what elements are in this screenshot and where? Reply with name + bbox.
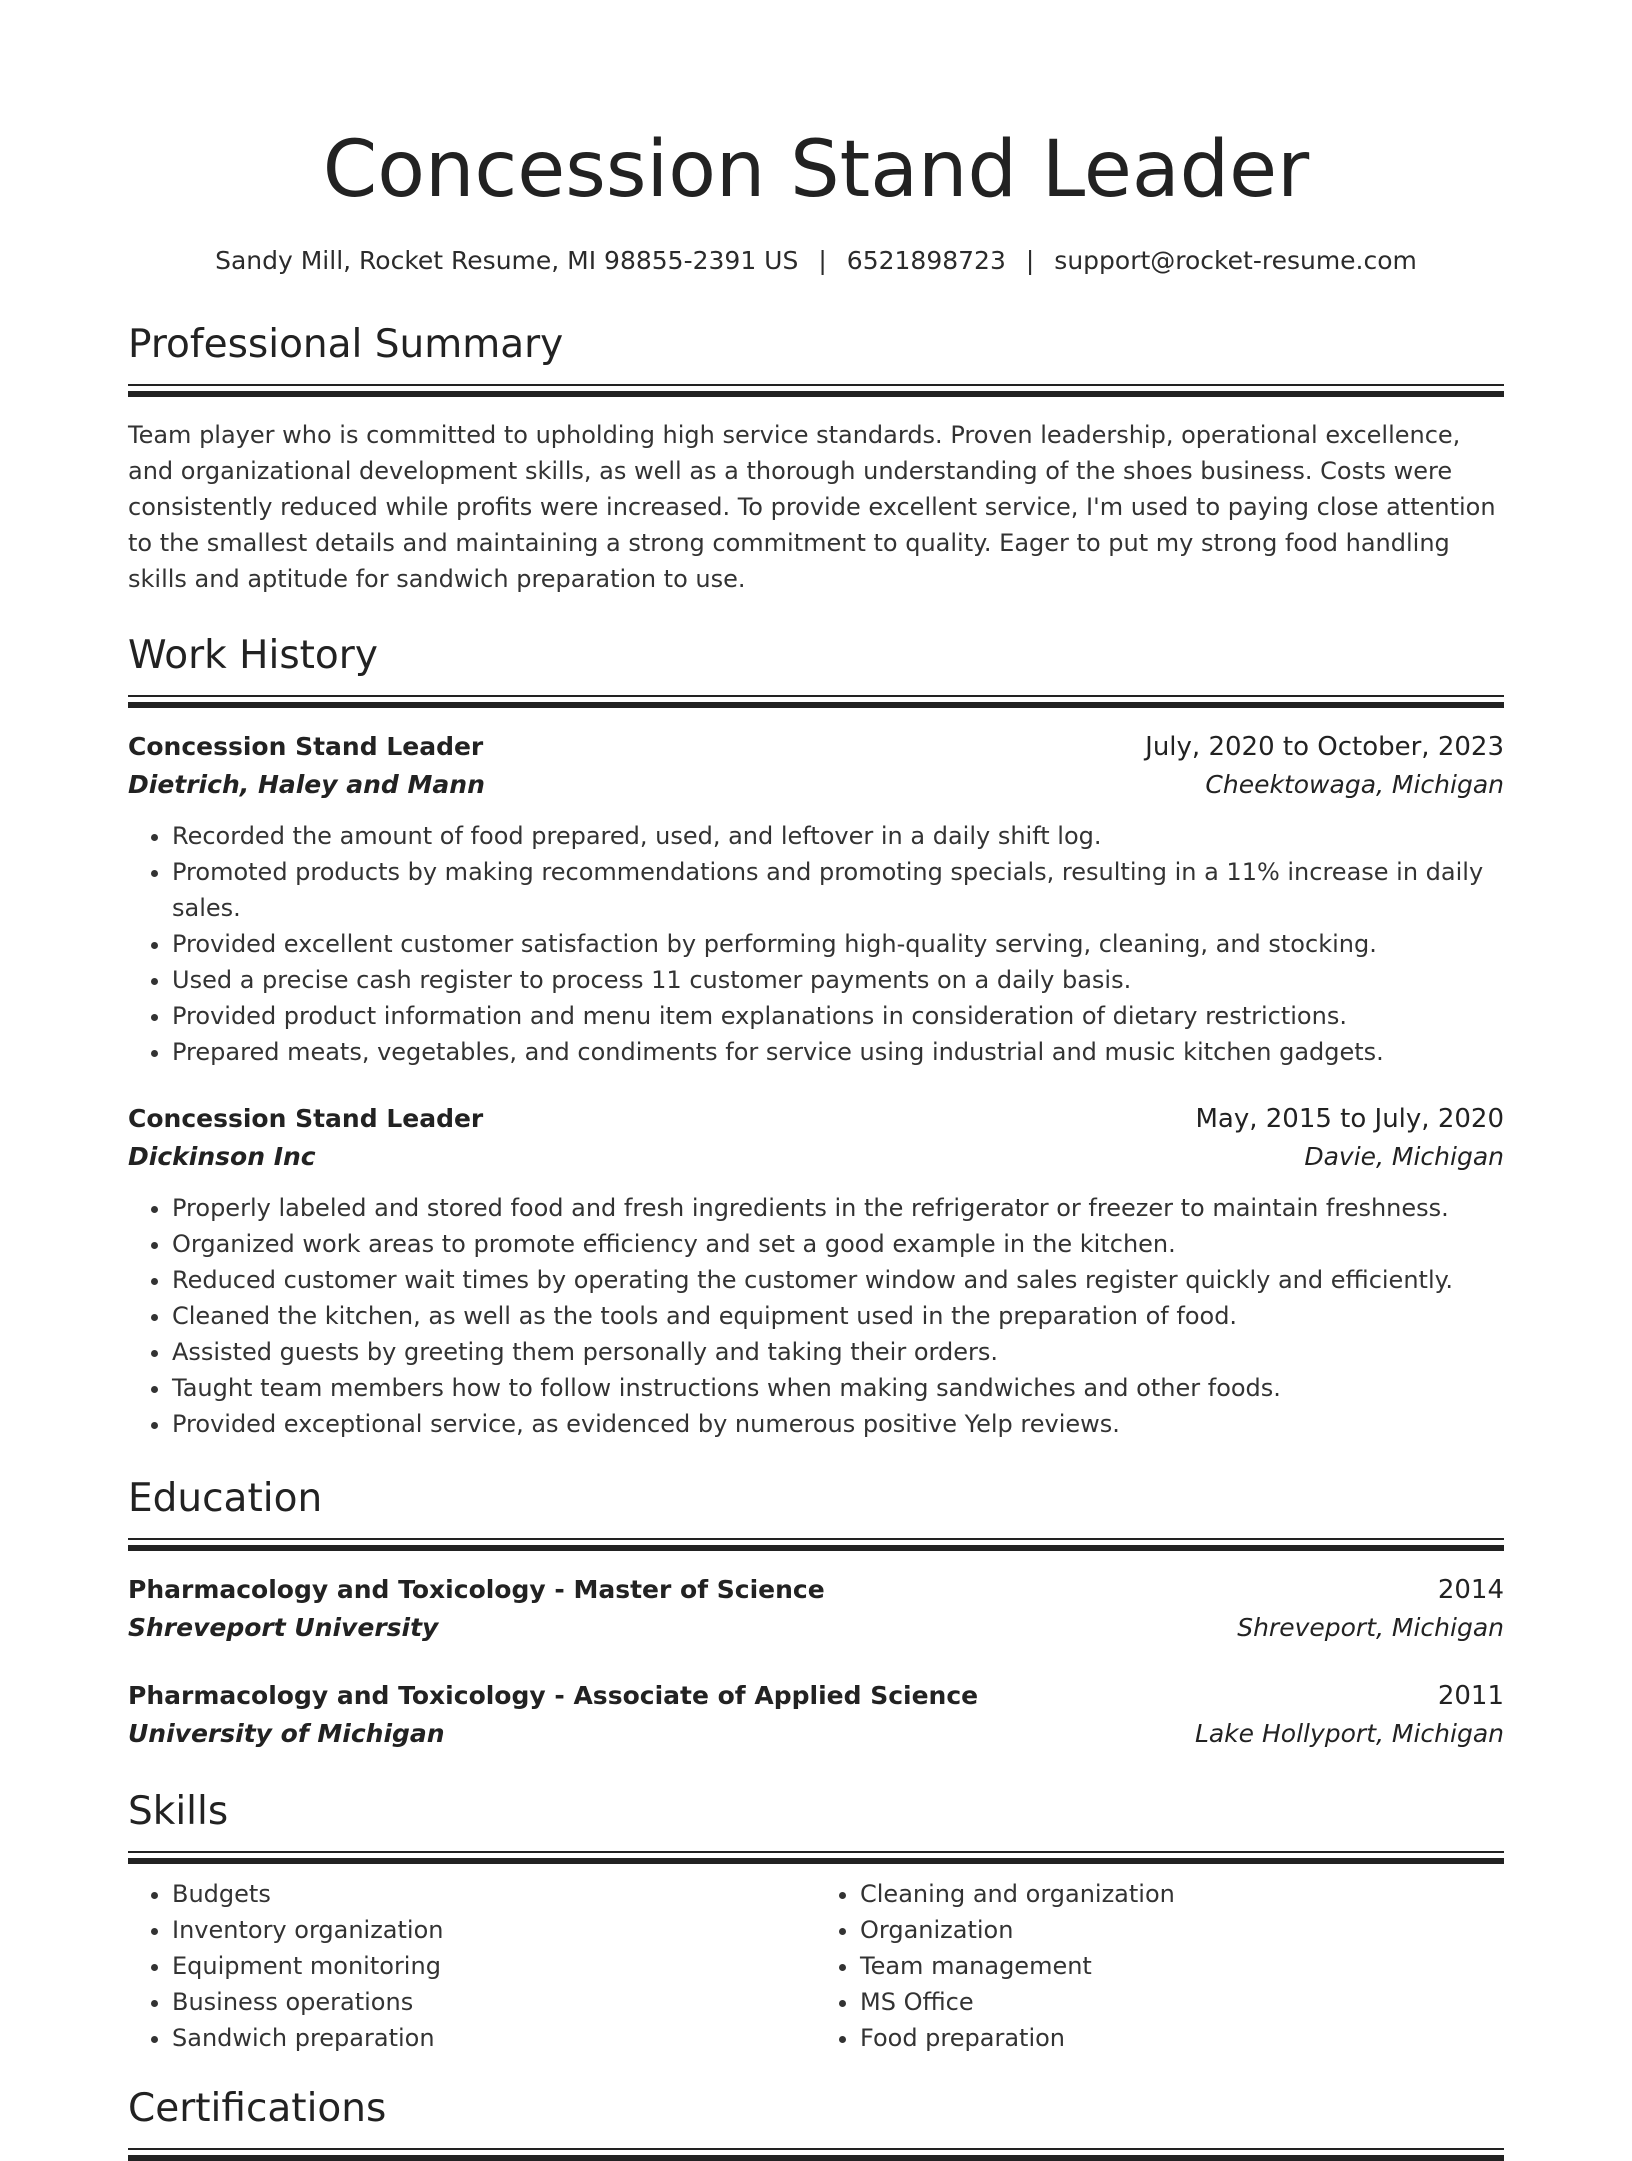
section-rule-thick xyxy=(128,1545,1504,1551)
job-header-row xyxy=(128,728,1504,766)
education-header-row xyxy=(128,1677,1504,1715)
skills-section xyxy=(128,1787,1504,2056)
skill-item: • Inventory organization xyxy=(172,1912,816,1948)
job-bullet: • Provided product information and menu item explanations in consideration of dietary restrictions. xyxy=(172,998,1504,1034)
job-entry xyxy=(128,728,1504,1070)
job-dates: July, 2020 to October, 2023 xyxy=(1145,732,1504,762)
job-location: Cheektowaga, Michigan xyxy=(1205,770,1504,799)
work-heading: Work History xyxy=(128,633,378,678)
job-bullet: • Promoted products by making recommendations and promoting specials, resulting in a 11% increase in daily sales. xyxy=(172,854,1504,926)
job-dates: May, 2015 to July, 2020 xyxy=(1195,1104,1504,1134)
job-bullet: • Recorded the amount of food prepared, used, and leftover in a daily shift log. xyxy=(172,818,1504,854)
job-company: Dickinson Inc xyxy=(128,1142,316,1171)
summary-heading: Professional Summary xyxy=(128,322,564,367)
section-rule-thin xyxy=(128,384,1504,386)
job-bullets xyxy=(128,818,1504,1070)
summary-text: Team player who is committed to upholding high service standards. Proven leadership, operational excellence, and organizational development skills, as well as a thorough understanding of the shoes business. Costs were consistently reduced while profits were increased. To provide excellent service, I'm used to paying close attention to the smallest details and maintaining a strong commitment to quality. Eager to put my strong food handling skills and aptitude for sandwich preparation to use. xyxy=(128,421,1496,593)
job-company-row xyxy=(128,766,1504,804)
contact-separator: | xyxy=(1025,246,1035,275)
job-location: Davie, Michigan xyxy=(1304,1142,1504,1171)
job-title: Concession Stand Leader xyxy=(128,732,484,761)
skills-columns xyxy=(128,1876,1504,2056)
education-location: Shreveport, Michigan xyxy=(1237,1613,1504,1642)
contact-line xyxy=(128,244,1504,278)
section-rule-thin xyxy=(128,1538,1504,1540)
education-entry xyxy=(128,1677,1504,1753)
job-bullet: • Taught team members how to follow instructions when making sandwiches and other foods. xyxy=(172,1370,1504,1406)
job-bullet: • Provided exceptional service, as evidenced by numerous positive Yelp reviews. xyxy=(172,1406,1504,1442)
job-company-row xyxy=(128,1138,1504,1176)
skill-item: • Cleaning and organization xyxy=(860,1876,1504,1912)
section-rule-thin xyxy=(128,2148,1504,2150)
education-year: 2014 xyxy=(1437,1575,1504,1605)
job-title: Concession Stand Leader xyxy=(128,1104,484,1133)
contact-separator: | xyxy=(818,246,827,275)
skill-item: • Budgets xyxy=(172,1876,816,1912)
education-school: Shreveport University xyxy=(128,1613,439,1642)
section-rule-thin xyxy=(128,1851,1504,1853)
skill-item: • Organization xyxy=(860,1912,1504,1948)
candidate-name: Concession Stand Leader xyxy=(322,125,1310,215)
section-rule-thick xyxy=(128,2155,1504,2161)
certifications-section xyxy=(128,2084,1504,2161)
skill-item: • MS Office xyxy=(860,1984,1504,2020)
contact-phone: 6521898723 xyxy=(846,246,1006,275)
section-rule-thick xyxy=(128,1858,1504,1864)
job-bullet: • Reduced customer wait times by operating the customer window and sales register quickly and efficiently. xyxy=(172,1262,1504,1298)
job-bullet: • Organized work areas to promote efficiency and set a good example in the kitchen. xyxy=(172,1226,1504,1262)
section-rule-thin xyxy=(128,695,1504,697)
skill-item: • Food preparation xyxy=(860,2020,1504,2056)
skill-item: • Business operations xyxy=(172,1984,816,2020)
summary-section xyxy=(128,320,1504,597)
education-degree: Pharmacology and Toxicology - Associate of Applied Science xyxy=(128,1681,979,1710)
education-degree: Pharmacology and Toxicology - Master of Science xyxy=(128,1575,825,1604)
job-bullet: • Prepared meats, vegetables, and condiments for service using industrial and music kitchen gadgets. xyxy=(172,1034,1504,1070)
job-bullet: • Assisted guests by greeting them personally and taking their orders. xyxy=(172,1334,1504,1370)
section-rule-thick xyxy=(128,391,1504,397)
education-entry xyxy=(128,1571,1504,1647)
job-bullet: • Properly labeled and stored food and fresh ingredients in the refrigerator or freezer to maintain freshness. xyxy=(172,1190,1504,1226)
job-entry xyxy=(128,1100,1504,1442)
job-bullets xyxy=(128,1190,1504,1442)
skills-list-left xyxy=(128,1876,816,2056)
education-school-row xyxy=(128,1715,1504,1753)
contact-address: Sandy Mill, Rocket Resume, MI 98855-2391 US xyxy=(215,246,799,275)
skill-item: • Sandwich preparation xyxy=(172,2020,816,2056)
section-rule-thick xyxy=(128,702,1504,708)
education-heading: Education xyxy=(128,1476,323,1521)
education-year: 2011 xyxy=(1437,1681,1504,1711)
job-bullet: • Cleaned the kitchen, as well as the tools and equipment used in the preparation of food. xyxy=(172,1298,1504,1334)
job-company: Dietrich, Haley and Mann xyxy=(128,770,485,799)
skills-list-right xyxy=(816,1876,1504,2056)
skill-item: • Team management xyxy=(860,1948,1504,1984)
contact-email: support@rocket-resume.com xyxy=(1054,246,1417,275)
work-section xyxy=(128,631,1504,1442)
job-header-row xyxy=(128,1100,1504,1138)
job-bullet: • Provided excellent customer satisfaction by performing high-quality serving, cleaning, and stocking. xyxy=(172,926,1504,962)
education-header-row xyxy=(128,1571,1504,1609)
education-section xyxy=(128,1474,1504,1753)
education-school: University of Michigan xyxy=(128,1719,445,1748)
certifications-heading: Certifications xyxy=(128,2086,387,2131)
skill-item: • Equipment monitoring xyxy=(172,1948,816,1984)
education-location: Lake Hollyport, Michigan xyxy=(1194,1719,1504,1748)
job-bullet: • Used a precise cash register to process 11 customer payments on a daily basis. xyxy=(172,962,1504,998)
skills-heading: Skills xyxy=(128,1789,229,1834)
education-school-row xyxy=(128,1609,1504,1647)
